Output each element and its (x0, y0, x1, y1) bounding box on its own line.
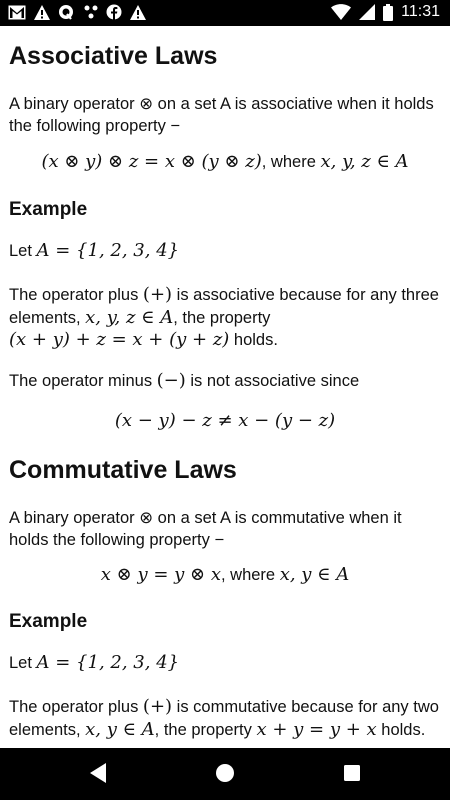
example-heading-2: Example (9, 611, 88, 632)
let-math: A = {1, 2, 3, 4} (36, 652, 180, 673)
associative-intro: A binary operator ⊗ on a set A is associative when it holds the following property − (9, 95, 434, 135)
associative-equation-suffix: , where (261, 153, 321, 171)
commutative-equation (0, 564, 450, 585)
let-statement-1 (9, 240, 441, 263)
plus-commutative-paragraph (9, 696, 441, 741)
minus-text-b: is not associative since (185, 372, 360, 390)
section-title-associative: Associative Laws (9, 42, 218, 70)
system-icons (331, 3, 440, 21)
warning-icon (34, 5, 50, 20)
commutative-intro: A binary operator ⊗ on a set A is commutative when it holds the following property − (9, 509, 402, 549)
plus-text-c: , the property (154, 720, 257, 739)
home-icon (216, 764, 234, 782)
minus-text-a: The operator minus (9, 372, 157, 390)
minus-equation (0, 410, 450, 431)
back-button[interactable] (88, 762, 108, 784)
let-text: Let (9, 242, 37, 260)
home-button[interactable] (215, 762, 235, 784)
dots-icon (84, 5, 98, 19)
warning-icon (130, 5, 146, 20)
plus-text-b: is associative because for any three elements, (9, 286, 439, 327)
commutative-equation-suffix: , where (220, 566, 280, 584)
associative-equation (0, 151, 450, 172)
plus-text-c: , the property (173, 308, 271, 327)
let-statement-2 (9, 652, 441, 675)
gmail-icon (8, 5, 26, 20)
notification-icons (8, 4, 146, 20)
example-heading-1: Example (9, 199, 88, 220)
plus-symbol: (+) (142, 284, 173, 305)
navigation-bar (0, 748, 450, 800)
plus-text-a: The operator plus (9, 698, 143, 716)
plus-text-a: The operator plus (9, 286, 143, 304)
signal-icon (359, 4, 375, 20)
associative-equation-math: (x ⊗ y) ⊗ z = x ⊗ (y ⊗ z) (41, 151, 262, 172)
quora-icon (58, 4, 76, 20)
commutative-equation-cond: x, y ∈ A (279, 564, 350, 585)
let-math: A = {1, 2, 3, 4} (36, 240, 180, 261)
associative-equation-cond: x, y, z ∈ A (320, 151, 409, 172)
plus-math-b: (x + y) + z = x + (y + z) (9, 329, 230, 350)
status-bar (0, 0, 450, 26)
section-title-commutative: Commutative Laws (9, 456, 237, 484)
plus-math-b: x + y = y + x (256, 718, 377, 740)
let-text: Let (9, 654, 37, 672)
plus-math-a: x, y, z ∈ A (85, 306, 174, 328)
facebook-icon (106, 4, 122, 20)
plus-text-b: is commutative because for any two elements, (9, 698, 439, 739)
commutative-equation-math: x ⊗ y = y ⊗ x (100, 564, 221, 585)
plus-associative-paragraph (9, 284, 441, 352)
plus-text-d: holds. (229, 331, 278, 349)
wifi-icon (331, 4, 351, 20)
battery-icon (383, 4, 393, 21)
plus-symbol: (+) (142, 696, 173, 717)
minus-equation-math: (x − y) − z ≠ x − (y − z) (114, 410, 336, 431)
clock: 11:31 (401, 3, 440, 20)
plus-math-a: x, y ∈ A (85, 718, 155, 740)
back-icon (90, 763, 106, 783)
article-content[interactable] (0, 26, 450, 748)
recents-button[interactable] (342, 762, 362, 784)
minus-symbol: (−) (156, 370, 186, 391)
plus-text-d: holds. (376, 720, 426, 739)
recents-icon (344, 765, 360, 781)
minus-associative-paragraph (9, 370, 441, 393)
